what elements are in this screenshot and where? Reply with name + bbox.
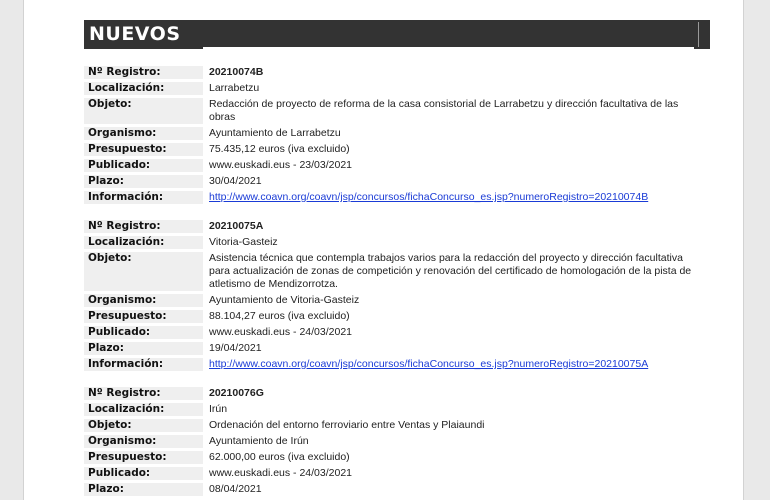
objeto-value: Redacción de proyecto de reforma de la casa consistorial de Larrabetzu y dirección facultativa de las obras [209,98,679,123]
objeto-label: Objeto: [84,252,203,291]
presupuesto-row [84,451,710,464]
publicado-label: Publicado: [84,467,203,480]
objeto-row [84,419,710,432]
objeto-row [84,98,710,124]
objeto-label: Objeto: [84,419,203,432]
publicado-value: www.euskadi.eus - 23/03/2021 [209,159,353,171]
publicado-row [84,159,710,172]
localizacion-label: Localización: [84,403,203,416]
localizacion-value: Larrabetzu [209,82,260,94]
presupuesto-row [84,310,710,323]
informacion-link[interactable]: http://www.coavn.org/coavn/jsp/concursos/fichaConcurso_es.jsp?numeroRegistro=20210074B [209,191,649,203]
organismo-label: Organismo: [84,435,203,448]
objeto-value: Asistencia técnica que contempla trabajos varios para la redacción del proyecto y dirección facultativa para actualización de zonas de competición y renovación del certificado de homologación de la pista de atletismo de Mendizorrotza. [209,252,692,290]
informacion-label: Información: [84,191,203,204]
registro-row [84,387,710,400]
registro-row [84,220,710,233]
registro-value: 20210075A [209,220,264,232]
header-underline [203,47,694,49]
organismo-label: Organismo: [84,294,203,307]
plazo-label: Plazo: [84,483,203,496]
registro-value: 20210076G [209,387,264,399]
presupuesto-value: 62.000,00 euros (iva excluido) [209,451,350,463]
tender-entry [84,387,710,496]
presupuesto-row [84,143,710,156]
informacion-link[interactable]: http://www.coavn.org/coavn/jsp/concursos/fichaConcurso_es.jsp?numeroRegistro=20210075A [209,358,649,370]
presupuesto-label: Presupuesto: [84,143,203,156]
informacion-row [84,358,710,371]
organismo-value: Ayuntamiento de Irún [209,435,309,447]
publicado-value: www.euskadi.eus - 24/03/2021 [209,326,353,338]
section-header [84,20,710,49]
header-divider [698,22,699,47]
section-title: NUEVOS [89,23,181,45]
tender-list [84,66,710,500]
tender-entry [84,220,710,371]
organismo-row [84,127,710,140]
informacion-row [84,191,710,204]
localizacion-row [84,236,710,249]
registro-label: Nº Registro: [84,66,203,79]
objeto-label: Objeto: [84,98,203,124]
organismo-value: Ayuntamiento de Vitoria-Gasteiz [209,294,360,306]
localizacion-value: Vitoria-Gasteiz [209,236,278,248]
plazo-value: 30/04/2021 [209,175,262,187]
organismo-value: Ayuntamiento de Larrabetzu [209,127,341,139]
presupuesto-label: Presupuesto: [84,310,203,323]
publicado-row [84,326,710,339]
document-page [23,0,744,500]
plazo-value: 08/04/2021 [209,483,262,495]
publicado-label: Publicado: [84,326,203,339]
objeto-value: Ordenación del entorno ferroviario entre Ventas y Plaiaundi [209,419,485,431]
presupuesto-value: 75.435,12 euros (iva excluido) [209,143,350,155]
registro-row [84,66,710,79]
publicado-row [84,467,710,480]
registro-value: 20210074B [209,66,264,78]
localizacion-value: Irún [209,403,228,415]
plazo-value: 19/04/2021 [209,342,262,354]
plazo-label: Plazo: [84,342,203,355]
publicado-value: www.euskadi.eus - 24/03/2021 [209,467,353,479]
plazo-row [84,175,710,188]
localizacion-row [84,82,710,95]
localizacion-row [84,403,710,416]
publicado-label: Publicado: [84,159,203,172]
plazo-label: Plazo: [84,175,203,188]
registro-label: Nº Registro: [84,387,203,400]
organismo-label: Organismo: [84,127,203,140]
localizacion-label: Localización: [84,82,203,95]
localizacion-label: Localización: [84,236,203,249]
organismo-row [84,294,710,307]
registro-label: Nº Registro: [84,220,203,233]
objeto-row [84,252,710,291]
plazo-row [84,342,710,355]
informacion-label: Información: [84,358,203,371]
plazo-row [84,483,710,496]
organismo-row [84,435,710,448]
presupuesto-label: Presupuesto: [84,451,203,464]
presupuesto-value: 88.104,27 euros (iva excluido) [209,310,350,322]
tender-entry [84,66,710,204]
